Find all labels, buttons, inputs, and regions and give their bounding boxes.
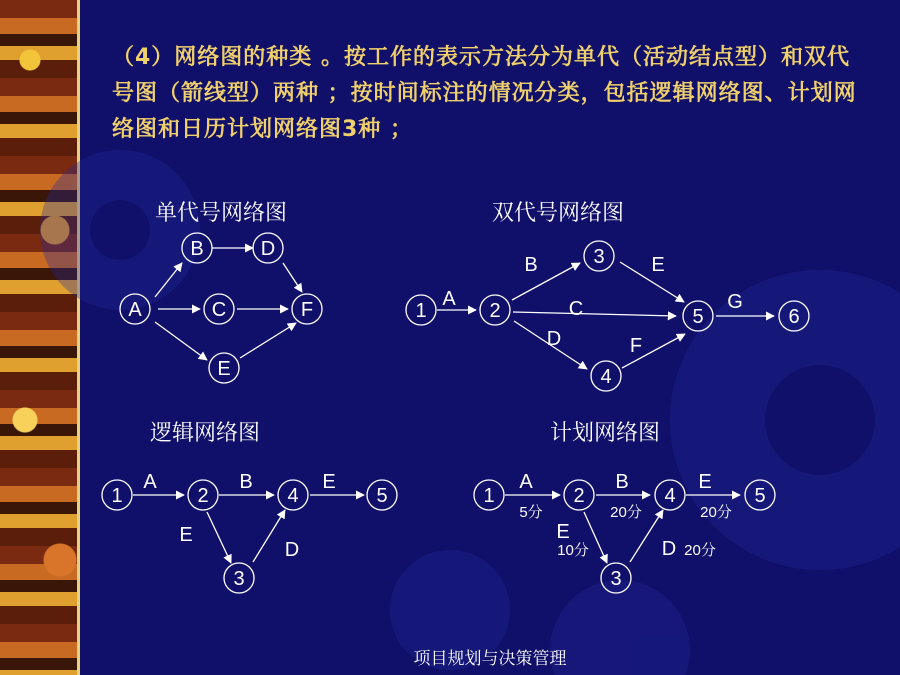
activity-label: A bbox=[442, 288, 456, 310]
single-network-title: 单代号网络图 bbox=[155, 201, 288, 226]
node-label: 4 bbox=[664, 485, 676, 507]
duration-label: 5分 bbox=[519, 504, 543, 521]
duration-label: 20分 bbox=[684, 542, 716, 559]
activity-label: D bbox=[546, 328, 562, 350]
plan-network-title: 计划网络图 bbox=[550, 421, 661, 446]
node-label: 4 bbox=[600, 366, 612, 388]
node-label: D bbox=[260, 238, 276, 260]
arrow-2-3 bbox=[207, 512, 231, 563]
activity-label: B bbox=[524, 254, 538, 276]
activity-label: F bbox=[629, 335, 643, 357]
activity-label: E bbox=[556, 521, 570, 543]
node-label: F bbox=[300, 299, 314, 321]
duration-label: 20分 bbox=[700, 504, 732, 521]
node-label: 5 bbox=[376, 485, 388, 507]
node-label: 6 bbox=[788, 306, 800, 328]
intro-paragraph: （4）网络图的种类 。按工作的表示方法分为单代（活动结点型）和双代号图（箭线型）两种 ；按时间标注的情况分类，包括逻辑网络图、计划网络图和日历计划网络图3种 ； bbox=[112, 45, 857, 142]
node-label: 1 bbox=[483, 485, 495, 507]
node-label: 2 bbox=[573, 485, 585, 507]
logic-network-labels bbox=[111, 471, 387, 590]
double-network-labels bbox=[415, 246, 799, 388]
plan-network-durations bbox=[519, 504, 732, 559]
arrow-2-3 bbox=[512, 263, 580, 300]
node-label: B bbox=[190, 238, 204, 260]
node-label: 5 bbox=[692, 306, 704, 328]
activity-label: A bbox=[143, 471, 157, 493]
duration-label: 20分 bbox=[610, 504, 642, 521]
logic-network-diagram bbox=[102, 480, 397, 593]
node-label: A bbox=[128, 299, 142, 321]
node-label: 3 bbox=[233, 568, 245, 590]
plan-network-diagram bbox=[474, 480, 775, 593]
activity-label: E bbox=[698, 471, 712, 493]
node-label: 3 bbox=[593, 246, 605, 268]
arrow-2-5 bbox=[513, 312, 676, 316]
activity-label: E bbox=[651, 254, 665, 276]
node-label: C bbox=[211, 299, 227, 321]
activity-label: G bbox=[727, 291, 743, 313]
activity-label: D bbox=[284, 539, 300, 561]
activity-label: E bbox=[322, 471, 336, 493]
node-label: 5 bbox=[754, 485, 766, 507]
logic-network-title: 逻辑网络图 bbox=[150, 421, 261, 446]
node-label: 2 bbox=[197, 485, 209, 507]
node-label: 4 bbox=[287, 485, 299, 507]
node-label: 2 bbox=[489, 300, 501, 322]
activity-label: B bbox=[615, 471, 629, 493]
footer-text: 项目规划与决策管理 bbox=[413, 649, 567, 669]
activity-label: D bbox=[661, 538, 677, 560]
node-label: 3 bbox=[610, 568, 622, 590]
arrow-a-b bbox=[155, 263, 182, 297]
arrow-e-f bbox=[240, 323, 296, 358]
activity-label: C bbox=[568, 298, 584, 320]
arrow-a-e bbox=[155, 322, 207, 360]
activity-label: B bbox=[239, 471, 253, 493]
duration-label: 10分 bbox=[557, 542, 589, 559]
node-label: E bbox=[217, 358, 231, 380]
node-label: 1 bbox=[415, 300, 427, 322]
node-label: 1 bbox=[111, 485, 123, 507]
activity-label: E bbox=[179, 524, 193, 546]
double-network-title: 双代号网络图 bbox=[492, 201, 625, 226]
arrow-d-f bbox=[283, 263, 302, 292]
activity-label: A bbox=[519, 471, 533, 493]
arrow-3-4 bbox=[253, 510, 285, 562]
plan-network-labels bbox=[483, 471, 765, 590]
